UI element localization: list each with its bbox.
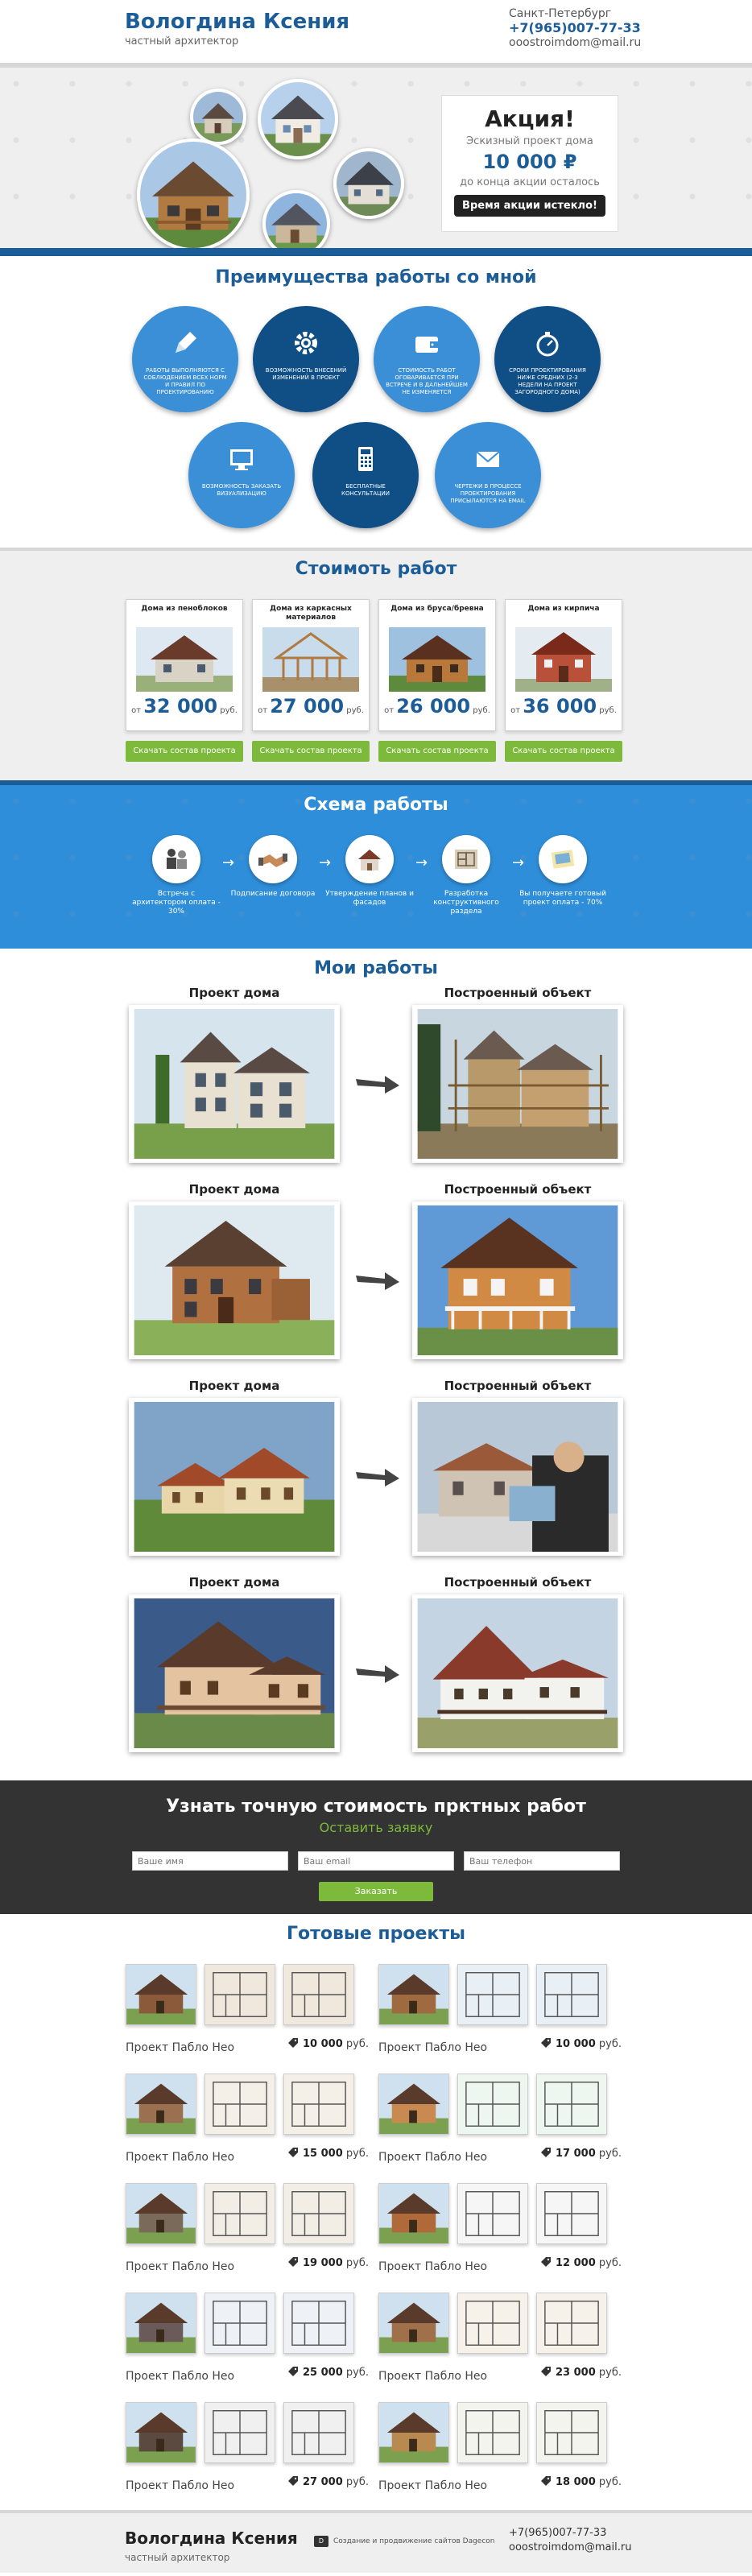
project-price: 17 000 руб. [541, 2148, 622, 2160]
project-render-image[interactable] [129, 1005, 340, 1163]
advantage-text: СРОКИ ПРОЕКТИРОВАНИЯ НИЖЕ СРЕДНИХ (2-3 НЕДЕЛИ НА ПРОЕКТ ЗАГОРОДНОГО ДОМА) [509, 367, 586, 395]
project-thumbnail[interactable] [457, 2183, 528, 2244]
project-price: 19 000 руб. [288, 2257, 369, 2269]
header-contacts [509, 6, 641, 50]
built-house-image[interactable] [412, 1201, 623, 1359]
promo-title: Акция! [485, 105, 575, 132]
price-value: от 36 000 руб. [510, 695, 617, 717]
project-thumbnail[interactable] [205, 2402, 275, 2463]
arrow-right-icon [356, 1074, 399, 1094]
stopwatch-icon [531, 327, 564, 359]
prices-section [0, 548, 752, 780]
project-thumbnail[interactable] [283, 2074, 354, 2135]
project-thumbnail[interactable] [536, 1964, 607, 2025]
project-label: Проект дома [188, 986, 280, 1000]
scheme-step [132, 835, 221, 916]
scheme-step [325, 835, 414, 908]
promo-section [0, 63, 752, 256]
scheme-step-text: Разработка конструктивного раздела [433, 890, 499, 916]
price-tag-icon [541, 2148, 551, 2157]
scheme-step [229, 835, 317, 899]
download-project-button[interactable]: Скачать состав проекта [378, 741, 496, 762]
built-label: Построенный объект [444, 986, 592, 1000]
advantage-text: СТОИМОСТЬ РАБОТ ОГОВАРИВАЕТСЯ ПРИ ВСТРЕЧЕ И В ДАЛЬНЕЙШЕМ НЕ ИЗМЕНЯЕТСЯ [386, 367, 468, 395]
price-value: от 26 000 руб. [384, 695, 490, 717]
arrow-right-icon [356, 1664, 399, 1683]
arrow-right-icon: → [415, 854, 428, 871]
project-name: Проект Пабло Нео [378, 2151, 488, 2164]
brand[interactable] [125, 10, 349, 48]
project-price: 12 000 руб. [541, 2257, 622, 2269]
project-price: 27 000 руб. [288, 2476, 369, 2488]
house-photo-circle [333, 148, 404, 219]
price-tag-icon [541, 2476, 551, 2486]
built-label: Построенный объект [444, 1182, 592, 1197]
request-subtitle: Оставить заявку [319, 1820, 433, 1835]
promo-note: до конца акции осталось [460, 176, 600, 188]
project-card[interactable] [378, 2293, 622, 2397]
arrow-right-icon: → [512, 854, 525, 871]
projects-title: Готовые проекты [287, 1924, 465, 1944]
price-card [252, 599, 370, 731]
advantages-title: Преимущества работы со мной [215, 267, 537, 287]
download-project-button[interactable]: Скачать состав проекта [252, 741, 370, 762]
promo-price: 10 000 ₽ [482, 151, 577, 173]
project-thumbnail[interactable] [457, 2402, 528, 2463]
portfolio-row [129, 1379, 623, 1564]
advantages-section [0, 256, 752, 548]
price-card [505, 599, 622, 731]
wallet-icon [411, 327, 443, 359]
project-thumbnail[interactable] [378, 2074, 449, 2135]
portfolio-title: Мои работы [314, 958, 438, 978]
advantage-text: ВОЗМОЖНОСТЬ ЗАКАЗАТЬ ВИЗУАЛИЗАЦИЮ [201, 483, 282, 497]
brand-subtitle: частный архитектор [125, 35, 239, 48]
project-name: Проект Пабло Нео [126, 2260, 235, 2273]
project-thumbnail[interactable] [205, 2293, 275, 2354]
city-label: Санкт-Петербург [509, 7, 612, 20]
built-house-image[interactable] [412, 1594, 623, 1752]
price-tag-icon [541, 2257, 551, 2267]
project-price: 15 000 руб. [288, 2148, 369, 2160]
developer-link[interactable] [314, 2536, 495, 2547]
project-thumbnail[interactable] [205, 2074, 275, 2135]
email-input[interactable] [298, 1851, 454, 1871]
advantage-item [253, 306, 359, 412]
project-card[interactable] [126, 2402, 369, 2507]
scheme-title: Схема работы [304, 795, 448, 815]
price-tag-icon [288, 2148, 298, 2157]
request-title: Узнать точную стоимость прктных работ [166, 1797, 586, 1817]
advantage-text: ВОЗМОЖНОСТЬ ВНЕСЕНИЙ ИЗМЕНЕНИЙ В ПРОЕКТ [265, 367, 347, 381]
built-label: Построенный объект [444, 1379, 592, 1393]
house-plan-icon [345, 835, 394, 883]
price-tag-icon [288, 2038, 298, 2048]
built-house-image[interactable] [412, 1005, 623, 1163]
arrow-right-icon: → [319, 854, 332, 871]
project-thumbnail[interactable] [457, 2074, 528, 2135]
advantage-text: ЧЕРТЕЖИ В ПРОЦЕССЕ ПРОЕКТИРОВАНИЯ ПРИСЫЛАЮТСЯ НА EMAIL [450, 483, 526, 504]
price-card-title: Дома из бруса/бревна [390, 605, 484, 613]
project-name: Проект Пабло Нео [126, 2479, 235, 2492]
project-label: Проект дома [188, 1575, 280, 1590]
project-name: Проект Пабло Нео [378, 2260, 488, 2273]
project-thumbnail[interactable] [283, 2293, 354, 2354]
pencil-icon [169, 327, 201, 359]
price-tag-icon [288, 2367, 298, 2376]
price-card [378, 599, 496, 731]
footer-brand-name: Вологдина Ксения [125, 2528, 298, 2548]
built-house-image[interactable] [412, 1398, 623, 1556]
project-name: Проект Пабло Нео [378, 2041, 488, 2054]
monitor-icon [225, 443, 258, 475]
project-label: Проект дома [188, 1379, 280, 1393]
project-thumbnail[interactable] [205, 1964, 275, 2025]
scheme-step [519, 835, 607, 908]
portfolio-row [129, 986, 623, 1171]
project-thumbnail[interactable] [283, 2183, 354, 2244]
house-photo-circle [137, 139, 250, 251]
ready-projects-section [0, 1914, 752, 2510]
name-input[interactable] [132, 1851, 288, 1871]
built-label: Построенный объект [444, 1575, 592, 1590]
project-thumbnail[interactable] [536, 2074, 607, 2135]
email-link[interactable]: ooostroimdom@mail.ru [509, 36, 642, 49]
portfolio-row [129, 1182, 623, 1367]
prices-title: Стоимоть работ [295, 559, 457, 579]
footer-email-link[interactable]: ooostroimdom@mail.ru [509, 2541, 632, 2553]
request-form-section [0, 1780, 752, 1914]
project-thumbnail[interactable] [536, 2293, 607, 2354]
calculator-icon [349, 443, 382, 475]
promo-subtitle: Эскизный проект дома [466, 135, 593, 147]
project-thumbnail[interactable] [283, 2402, 354, 2463]
project-card[interactable] [378, 1964, 622, 2069]
arrow-right-icon: → [222, 854, 235, 871]
price-tag-icon [541, 2038, 551, 2048]
project-name: Проект Пабло Нео [378, 2479, 488, 2492]
price-card-title: Дома из пеноблоков [141, 605, 228, 613]
site-header [0, 0, 752, 63]
price-value: от 32 000 руб. [131, 695, 238, 717]
project-render-image[interactable] [129, 1398, 340, 1556]
advantage-text: БЕСПЛАТНЫЕ КОНСУЛЬТАЦИИ [341, 483, 390, 497]
project-thumbnail[interactable] [126, 2183, 196, 2244]
price-card-title: Дома из каркасных материалов [270, 605, 352, 622]
project-price: 10 000 руб. [541, 2038, 622, 2050]
site-footer [0, 2510, 752, 2573]
download-project-button[interactable]: Скачать состав проекта [505, 741, 622, 762]
brand-name: Вологдина Ксения [125, 10, 350, 34]
promo-divider [0, 248, 752, 256]
footer-brand[interactable] [125, 2526, 298, 2563]
house-image [262, 627, 359, 692]
scheme-step-text: Вы получаете готовый проект оплата - 70% [519, 890, 606, 907]
phone-input[interactable] [464, 1851, 620, 1871]
project-thumbnail[interactable] [126, 2402, 196, 2463]
advantage-item [494, 306, 601, 412]
promo-card [441, 95, 618, 232]
work-scheme-section [0, 780, 752, 949]
project-thumbnail[interactable] [126, 2074, 196, 2135]
order-button[interactable]: Заказать [319, 1882, 433, 1901]
price-card [126, 599, 243, 731]
price-card-title: Дома из кирпича [527, 605, 600, 613]
portfolio-section [0, 949, 752, 1780]
house-photo-circle [258, 79, 338, 159]
promo-expired-button[interactable]: Время акции истекло! [454, 195, 605, 217]
price-value: от 27 000 руб. [258, 695, 364, 717]
house-image [515, 627, 612, 692]
developer-logo-icon: D [314, 2536, 328, 2547]
price-tag-icon [288, 2257, 298, 2267]
project-thumbnail[interactable] [378, 2293, 449, 2354]
project-price: 25 000 руб. [288, 2367, 369, 2379]
project-card[interactable] [126, 2074, 369, 2178]
mail-icon [472, 443, 504, 475]
project-name: Проект Пабло Нео [126, 2370, 235, 2383]
project-thumbnail[interactable] [457, 2293, 528, 2354]
advantage-text: РАБОТЫ ВЫПОЛНЯЮТСЯ С СОБЛЮДЕНИЕМ ВСЕХ НОРМ И ПРАВИЛ ПО ПРОЕКТИРОВАНИЮ [143, 367, 227, 395]
project-price: 23 000 руб. [541, 2367, 622, 2379]
arrow-right-icon [356, 1467, 399, 1486]
project-thumbnail[interactable] [205, 2183, 275, 2244]
advantage-item [435, 422, 541, 528]
project-render-image[interactable] [129, 1594, 340, 1752]
scheme-step-text: Встреча с архитектором оплата - 30% [132, 890, 221, 916]
project-label: Проект дома [188, 1182, 280, 1197]
project-card[interactable] [126, 2293, 369, 2397]
project-name: Проект Пабло Нео [378, 2370, 488, 2383]
project-price: 10 000 руб. [288, 2038, 369, 2050]
project-thumbnail[interactable] [378, 2183, 449, 2244]
project-thumbnail[interactable] [536, 2402, 607, 2463]
price-tag-icon [288, 2476, 298, 2486]
project-render-image[interactable] [129, 1201, 340, 1359]
project-card[interactable] [378, 2074, 622, 2178]
developer-text: Создание и продвижение сайтов Dagecon [333, 2537, 495, 2545]
project-thumbnail[interactable] [457, 1964, 528, 2025]
arrow-right-icon [356, 1271, 399, 1290]
footer-contacts [509, 2526, 631, 2555]
project-thumbnail[interactable] [283, 1964, 354, 2025]
advantage-item [312, 422, 419, 528]
advantage-item [188, 422, 295, 528]
project-name: Проект Пабло Нео [126, 2041, 235, 2054]
project-card[interactable] [378, 2402, 622, 2507]
meeting-icon [152, 835, 200, 883]
footer-brand-subtitle: частный архитектор [125, 2552, 230, 2563]
handshake-icon [249, 835, 297, 883]
scheme-step [422, 835, 510, 916]
project-thumbnail[interactable] [126, 2293, 196, 2354]
footer-phone-link[interactable]: +7(965)007-77-33 [509, 2527, 607, 2539]
project-card[interactable] [126, 1964, 369, 2069]
project-thumbnail[interactable] [378, 2402, 449, 2463]
gear-icon [290, 327, 322, 359]
house-image [136, 627, 233, 692]
project-thumbnail[interactable] [126, 1964, 196, 2025]
phone-link[interactable]: +7(965)007-77-33 [509, 20, 641, 35]
advantage-item [132, 306, 238, 412]
scheme-step-text: Утверждение планов и фасадов [325, 890, 414, 907]
price-tag-icon [541, 2367, 551, 2376]
project-card[interactable] [378, 2183, 622, 2288]
project-card[interactable] [126, 2183, 369, 2288]
download-project-button[interactable]: Скачать состав проекта [126, 741, 243, 762]
portfolio-row [129, 1575, 623, 1760]
house-image [389, 627, 485, 692]
advantage-item [374, 306, 480, 412]
project-thumbnail[interactable] [536, 2183, 607, 2244]
project-name: Проект Пабло Нео [126, 2151, 235, 2164]
blueprint-icon [442, 835, 490, 883]
project-document-icon [539, 835, 587, 883]
project-thumbnail[interactable] [378, 1964, 449, 2025]
project-price: 18 000 руб. [541, 2476, 622, 2488]
house-photo-circle [190, 89, 246, 145]
scheme-step-text: Подписание договора [230, 890, 316, 898]
